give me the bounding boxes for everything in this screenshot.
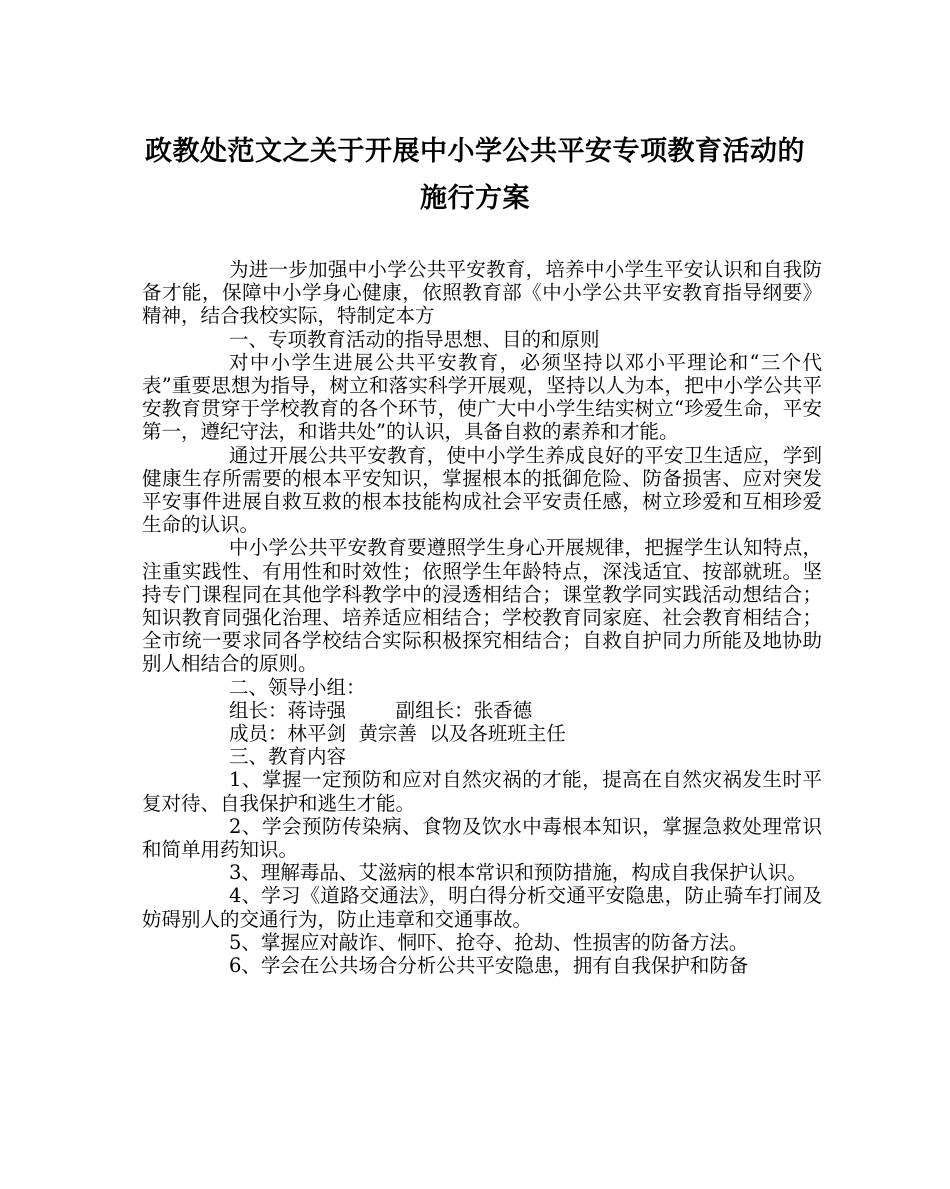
list-item: 1、掌握一定预防和应对自然灾祸的才能，提高在自然灾祸发生时平复对待、自我保护和逃生才能。 xyxy=(142,768,822,815)
document-title-line-2: 施行方案 xyxy=(420,183,530,214)
list-item: 6、学会在公共场合分析公共平安隐患，拥有自我保护和防备 xyxy=(229,954,749,978)
document-title-line-1: 政教处范文之关于开展中小学公共平安专项教育活动的 xyxy=(145,136,805,167)
list-item: 4、学习《道路交通法》，明白得分析交通平安隐患，防止骑车打闹及妨碍别人的交通行为，防止违章和交通事故。 xyxy=(142,884,822,931)
list-item: 5、掌握应对敲诈、恫吓、抢夺、抢劫、性损害的防备方法。 xyxy=(229,930,749,954)
list-item: 2、学会预防传染病、食物及饮水中毒根本知识，掌握急救处理常识和简单用药知识。 xyxy=(142,814,822,862)
body-paragraph: 通过开展公共平安教育，使中小学生养成良好的平安卫生适应，学到健康生存所需要的根本平安知识，掌握根本的抵御危险、防备损害、应对突发平安事件进展自救互救的根本技能构成社会平安责任感，树立珍爱和互相珍爱生命的认识。 xyxy=(142,443,822,537)
body-paragraph: 对中小学生进展公共平安教育，必须坚持以邓小平理论和“三个代表”重要思想为指导，树立和落实科学开展观，坚持以人为本，把中小学公共平安教育贯穿于学校教育的各个环节，使广大中小学生结实树立“珍爱生命，平安第一，遵纪守法，和谐共处”的认识，具备自救的素养和才能。 xyxy=(142,350,822,444)
leader-line: 组长：蒋诗强 副组长：张香德 xyxy=(229,698,533,722)
document-body xyxy=(142,258,822,977)
body-paragraph: 中小学公共平安教育要遵照学生身心开展规律，把握学生认知特点，注重实践性、有用性和时效性；依照学生年龄特点，深浅适宜、按部就班。坚持专门课程同在其他学科教学中的浸透相结合；课堂教学同实践活动想结合；知识教育同强化治理、培养适应相结合；学校教育同家庭、社会教育相结合；全市统一要求同各学校结合实际积极探究相结合；自救自护同力所能及地协助别人相结合的原则。 xyxy=(142,536,822,676)
intro-paragraph: 为进一步加强中小学公共平安教育，培养中小学生平安认识和自我防备才能，保障中小学身心健康，依照教育部《中小学公共平安教育指导纲要》精神，结合我校实际，特制定本方 xyxy=(142,258,822,328)
members-line: 成员：林平剑 黄宗善 以及各班班主任 xyxy=(229,722,566,746)
section-heading-1: 一、专项教育活动的指导思想、目的和原则 xyxy=(229,327,600,351)
list-item: 3、理解毒品、艾滋病的根本常识和预防措施，构成自我保护认识。 xyxy=(229,861,807,885)
section-heading-2: 二、领导小组： xyxy=(229,675,366,699)
section-heading-3: 三、教育内容 xyxy=(229,745,347,769)
